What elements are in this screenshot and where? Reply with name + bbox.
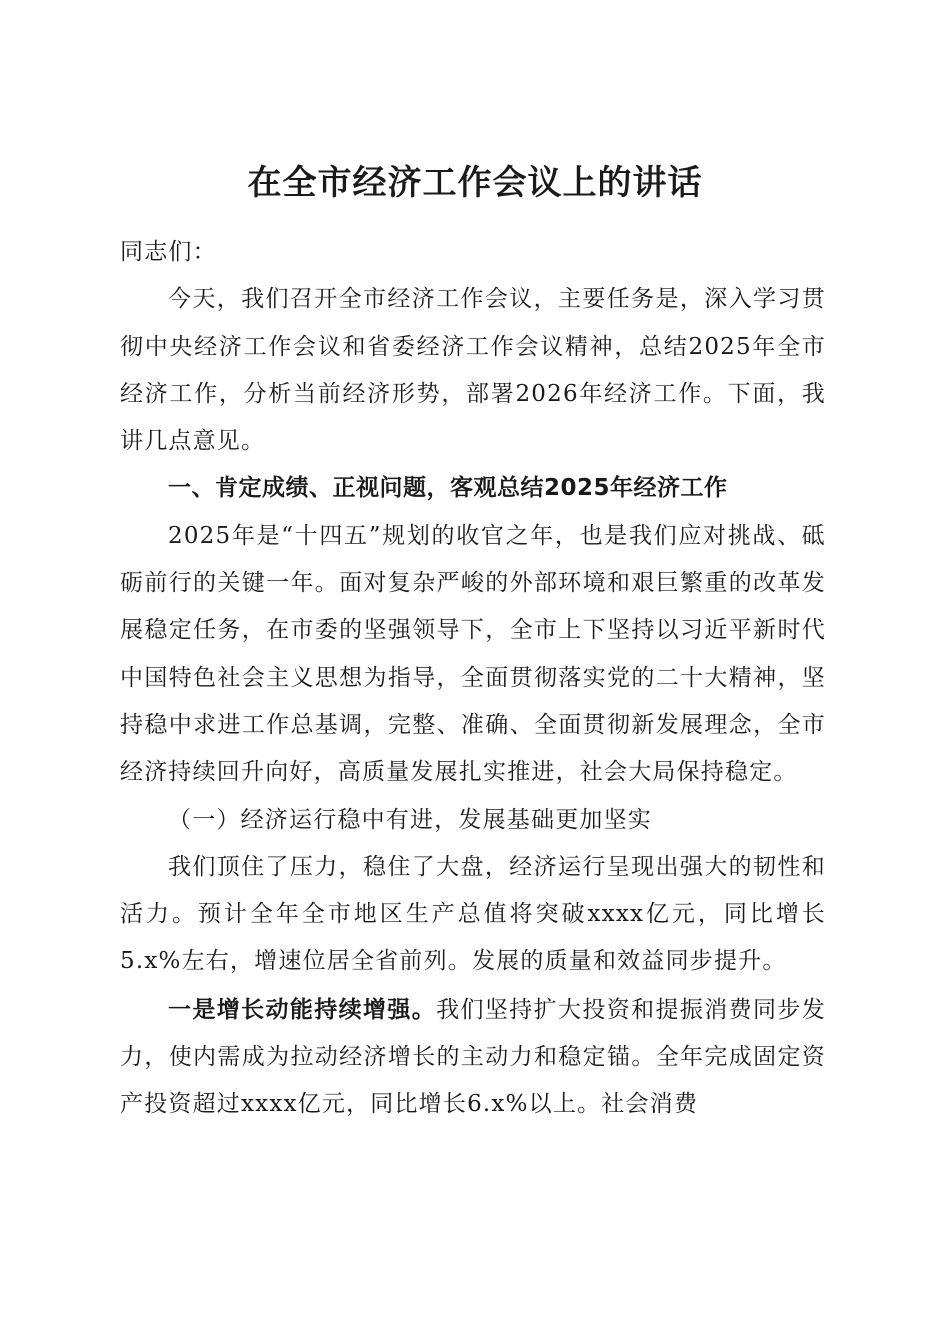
section-paragraph-1: 2025年是“十四五”规划的收官之年，也是我们应对挑战、砥砺前行的关键一年。面对复杂严峻的外部环境和艰巨繁重的改革发展稳定任务，在市委的坚强领导下，全市上下坚持以习近平新时代中国特色社会主义思想为指导，全面贯彻落实党的二十大精神，坚持稳中求进工作总基调，完整、准确、全面贯彻新发展理念，全市经济持续回升向好，高质量发展扎实推进，社会大局保持稳定。 [120, 522, 826, 786]
page-title: 在全市经济工作会议上的讲话 [247, 162, 703, 203]
salutation: 同志们： [120, 239, 217, 265]
subsection-paragraph-1: 我们顶住了压力，稳住了大盘，经济运行呈现出强大的韧性和活力。预计全年全市地区生产总值将突破xxxx亿元，同比增长5.x%左右，增速位居全省前列。发展的质量和效益同步提升。 [120, 853, 826, 975]
point-lead: 一是增长动能持续增强。 [168, 995, 437, 1023]
subsection-heading-1: （一）经济运行稳中有进，发展基础更加坚实 [168, 806, 652, 833]
intro-paragraph: 今天，我们召开全市经济工作会议，主要任务是，深入学习贯彻中央经济工作会议和省委经济工作会议精神，总结2025年全市经济工作，分析当前经济形势，部署2026年经济工作。下面，我讲几点意见。 [120, 286, 826, 455]
document-body [120, 229, 826, 1129]
point-paragraph-1 [120, 986, 826, 1129]
section-heading-1: 一、肯定成绩、正视问题，客观总结2025年经济工作 [168, 475, 728, 502]
point-text: 我们坚持扩大投资和提振消费同步发力，使内需成为拉动经济增长的主动力和稳定锚。全年完成固定资产投资超过xxxx亿元，同比增长6.x%以上。社会消费 [120, 996, 827, 1118]
